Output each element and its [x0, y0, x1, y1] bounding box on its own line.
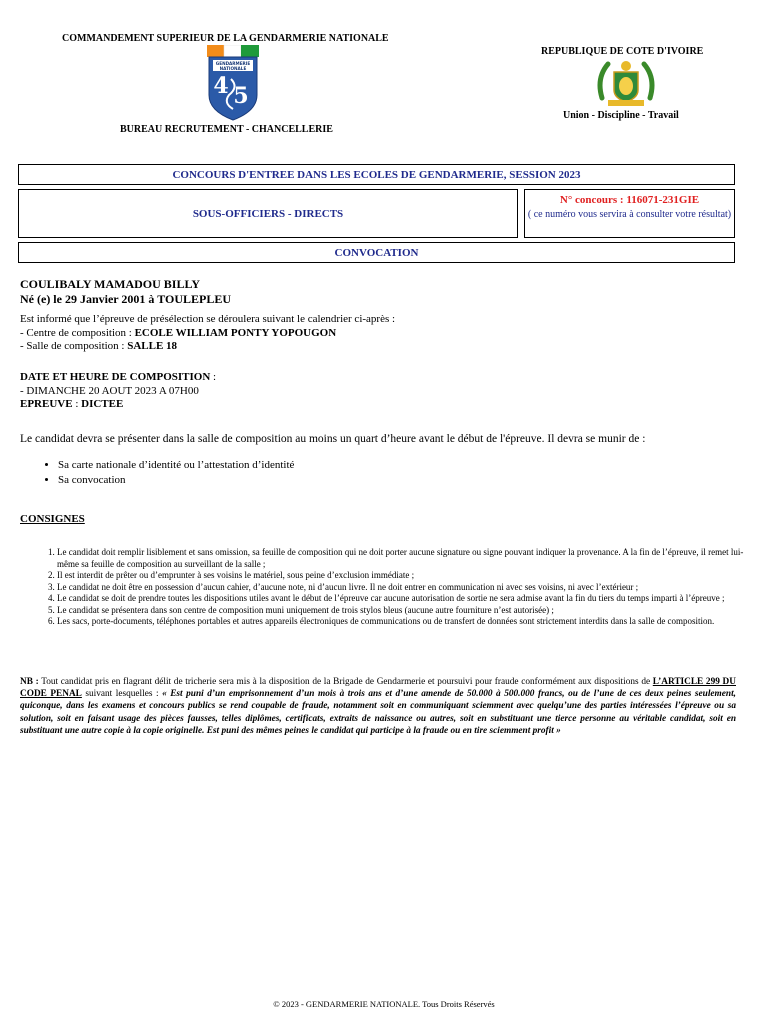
epreuve-value: DICTEE [81, 398, 124, 410]
presentation-paragraph: Le candidat devra se présenter dans la salle de composition au moins un quart d’heure avant le début de l'épreuve. Il devra se munir de : [20, 433, 646, 445]
composition-info [20, 313, 395, 354]
header-right-motto: Union - Discipline - Travail [563, 110, 679, 121]
svg-text:NATIONALE: NATIONALE [219, 66, 247, 71]
centre-value: ECOLE WILLIAM PONTY YOPOUGON [134, 326, 337, 339]
svg-text:4: 4 [213, 73, 229, 99]
date-colon: : [210, 371, 217, 383]
date-heading [20, 371, 216, 385]
nb-text: Tout candidat pris en flagrant délit de tricherie sera mis à la disposition de la Brigade de Gendarmerie et poursuivi pour fraude conformément aux dispositions de [38, 677, 653, 687]
convocation-title: CONVOCATION [334, 246, 419, 259]
header-right-title: REPUBLIQUE DE COTE D'IVOIRE [541, 46, 704, 57]
epreuve-sep: : [72, 398, 82, 410]
nb-text2: suivant lesquelles : [81, 689, 163, 700]
intro-text: Est informé que l’épreuve de présélection se déroulera suivant le calendrier ci-après : [20, 313, 396, 325]
list-item: 3. Le candidat ne doit être en possession d’aucun cahier, d’aucune note, ni d’aucun livre. Il ne doit entrer en communication ni avec ses voisins, ni avec l’extérieur ; [57, 582, 757, 594]
centre-label: - Centre de composition : [20, 326, 135, 339]
concours-number-box [524, 189, 735, 238]
svg-text:GENDARMERIE: GENDARMERIE [215, 61, 251, 66]
date-value: - DIMANCHE 20 AOUT 2023 A 07H00 [20, 384, 199, 397]
required-documents-list [40, 458, 294, 487]
concours-banner [18, 164, 735, 185]
nb-quote: « Est puni d’un emprisonnement d’un mois à trois ans et d’une amende de 50.000 à 500.000 francs, ou de l’une de ces deux peines seulement, quiconque, dans les examens et concours publics se rend coupable de fraude, notamment soit en communiquant sciemment avec quelqu’une des parties intéressées l’épreuve ou sa solution, soit en faisant usage des pièces fausses, telles diplômes, certificats, extraits de naissance ou autres, soit en substituant une tierce personne au véritable candidat, soit en substituant une autre copie à la copie originelle. Est puni des mêmes peines le candidat qui participe à la fraude ou en tire sciemment profit » [20, 689, 736, 736]
footer-copyright: © 2023 - GENDARMERIE NATIONALE. Tous Droits Réservés [273, 999, 495, 1009]
candidate-birth: Né (e) le 29 Janvier 2001 à TOULEPLEU [20, 292, 231, 306]
category-label: SOUS-OFFICIERS - DIRECTS [192, 207, 344, 220]
list-item: • Sa convocation [58, 473, 294, 488]
list-item: 4. Le candidat se doit de prendre toutes les dispositions utiles avant le début de l’épreuve car aucune autorisation de sortie ne sera admise avant la fin du tiers du temps imparti à l’épreuve ; [57, 593, 757, 605]
salle-value: SALLE 18 [127, 340, 178, 352]
gendarmerie-logo [205, 45, 261, 121]
category-box [18, 189, 518, 238]
epreuve-label: EPREUVE [20, 398, 73, 410]
consignes-list [38, 547, 757, 628]
list-item: 1. Le candidat doit remplir lisiblement et sans omission, sa feuille de composition qui ne doit porter aucune signature ou signe pouvant indiquer la provenance. A la fin de l’épreuve, il remet lui-même sa feuille de composition au surveillant de la salle ; [57, 547, 757, 570]
svg-text:5: 5 [233, 83, 249, 109]
concours-number: N° concours : 116071-231GIE [559, 194, 700, 206]
list-item: 5. Le candidat se présentera dans son centre de composition muni uniquement de trois stylos bleus (aucune autre fourniture n’est autorisée) ; [57, 605, 757, 617]
convocation-banner [18, 242, 735, 263]
nb-article: L’ARTICLE 299 DU CODE PENAL [20, 677, 736, 700]
date-info [20, 371, 216, 412]
list-item: 2. Il est interdit de prêter ou d’emprunter à ses voisins le matériel, sous peine d’exclusion immédiate ; [57, 570, 757, 582]
date-label: DATE ET HEURE DE COMPOSITION [20, 371, 211, 383]
candidate-block [20, 277, 231, 307]
list-item: 6. Les sacs, porte-documents, téléphones portables et autres appareils électroniques de communications ou de transfert de données sont strictement interdits dans la salle de composition. [57, 616, 757, 628]
centre-line [20, 327, 395, 341]
salle-line [20, 340, 395, 354]
nb-label: NB : [20, 677, 39, 687]
salle-label: - Salle de composition : [20, 340, 128, 352]
candidate-name: COULIBALY MAMADOU BILLY [20, 277, 201, 291]
header-left-title: COMMANDEMENT SUPERIEUR DE LA GENDARMERIE NATIONALE [62, 33, 389, 44]
concours-number-note: ( ce numéro vous servira à consulter votre résultat) [527, 209, 732, 220]
concours-title: CONCOURS D'ENTREE DANS LES ECOLES DE GENDARMERIE, SESSION 2023 [172, 168, 581, 181]
consignes-heading: CONSIGNES [20, 513, 85, 525]
coat-of-arms-logo [594, 58, 658, 108]
nb-paragraph [20, 676, 736, 737]
list-item: • Sa carte nationale d’identité ou l’attestation d’identité [58, 458, 294, 473]
epreuve-line [20, 398, 216, 412]
header-left-subtitle: BUREAU RECRUTEMENT - CHANCELLERIE [120, 124, 333, 135]
